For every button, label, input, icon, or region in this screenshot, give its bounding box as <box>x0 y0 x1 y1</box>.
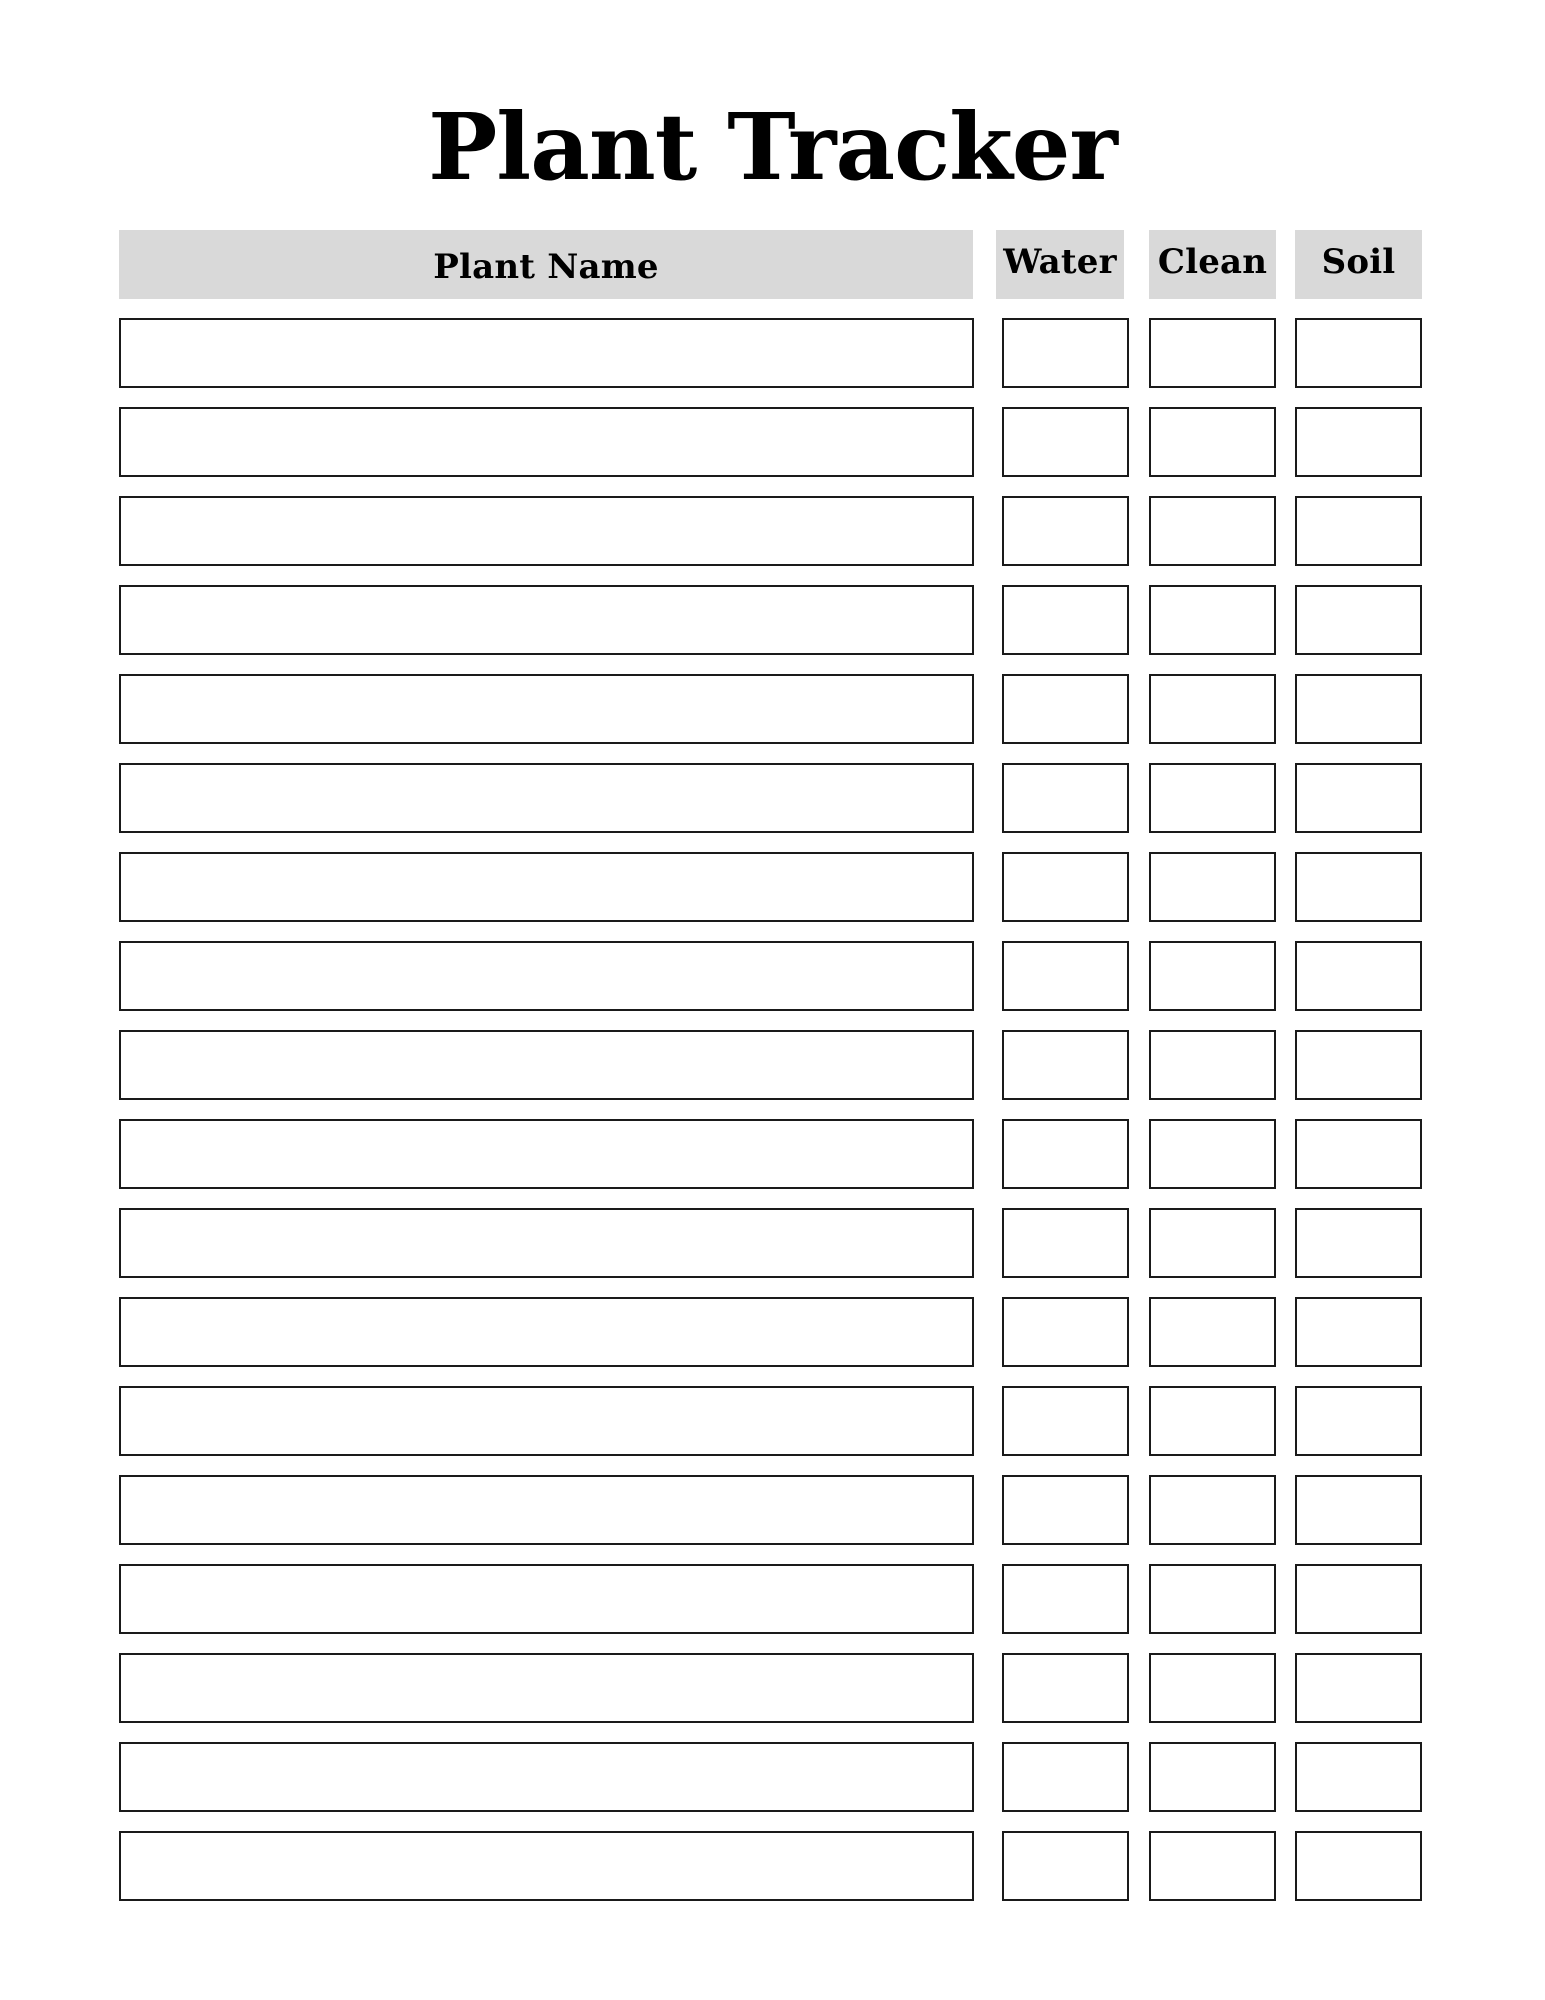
table-row <box>0 1208 1545 1297</box>
clean-checkbox[interactable] <box>1149 1564 1276 1634</box>
table-row <box>0 1297 1545 1386</box>
clean-checkbox[interactable] <box>1149 585 1276 655</box>
water-checkbox[interactable] <box>1002 674 1129 744</box>
plant-name-field[interactable] <box>119 407 974 477</box>
soil-checkbox[interactable] <box>1295 1653 1422 1723</box>
clean-checkbox[interactable] <box>1149 1386 1276 1456</box>
water-checkbox[interactable] <box>1002 852 1129 922</box>
water-checkbox[interactable] <box>1002 941 1129 1011</box>
tracker-table <box>0 318 1545 1920</box>
table-row <box>0 496 1545 585</box>
column-header-soil: Soil <box>1295 230 1422 299</box>
table-row <box>0 318 1545 407</box>
table-row <box>0 852 1545 941</box>
clean-checkbox[interactable] <box>1149 763 1276 833</box>
clean-checkbox[interactable] <box>1149 1297 1276 1367</box>
plant-name-field[interactable] <box>119 1030 974 1100</box>
table-row <box>0 1119 1545 1208</box>
water-checkbox[interactable] <box>1002 1030 1129 1100</box>
water-checkbox[interactable] <box>1002 1742 1129 1812</box>
water-checkbox[interactable] <box>1002 496 1129 566</box>
clean-checkbox[interactable] <box>1149 674 1276 744</box>
table-row <box>0 1564 1545 1653</box>
plant-name-field[interactable] <box>119 1564 974 1634</box>
table-row <box>0 941 1545 1030</box>
water-checkbox[interactable] <box>1002 407 1129 477</box>
plant-name-field[interactable] <box>119 1742 974 1812</box>
clean-checkbox[interactable] <box>1149 318 1276 388</box>
water-checkbox[interactable] <box>1002 1208 1129 1278</box>
table-row <box>0 1386 1545 1475</box>
clean-checkbox[interactable] <box>1149 1208 1276 1278</box>
column-header-plant-name: Plant Name <box>119 230 973 299</box>
plant-name-field[interactable] <box>119 1475 974 1545</box>
clean-checkbox[interactable] <box>1149 407 1276 477</box>
soil-checkbox[interactable] <box>1295 1564 1422 1634</box>
plant-name-field[interactable] <box>119 852 974 922</box>
soil-checkbox[interactable] <box>1295 763 1422 833</box>
soil-checkbox[interactable] <box>1295 1386 1422 1456</box>
water-checkbox[interactable] <box>1002 1297 1129 1367</box>
plant-name-field[interactable] <box>119 496 974 566</box>
table-row <box>0 1831 1545 1920</box>
plant-name-field[interactable] <box>119 585 974 655</box>
soil-checkbox[interactable] <box>1295 496 1422 566</box>
table-row <box>0 585 1545 674</box>
table-row <box>0 674 1545 763</box>
soil-checkbox[interactable] <box>1295 318 1422 388</box>
water-checkbox[interactable] <box>1002 1831 1129 1901</box>
soil-checkbox[interactable] <box>1295 674 1422 744</box>
table-row <box>0 1030 1545 1119</box>
table-row <box>0 763 1545 852</box>
plant-name-field[interactable] <box>119 318 974 388</box>
clean-checkbox[interactable] <box>1149 1119 1276 1189</box>
column-header-water: Water <box>996 230 1124 299</box>
water-checkbox[interactable] <box>1002 1119 1129 1189</box>
page-title: Plant Tracker <box>428 93 1117 201</box>
soil-checkbox[interactable] <box>1295 1208 1422 1278</box>
soil-checkbox[interactable] <box>1295 407 1422 477</box>
soil-checkbox[interactable] <box>1295 1297 1422 1367</box>
plant-name-field[interactable] <box>119 674 974 744</box>
clean-checkbox[interactable] <box>1149 1831 1276 1901</box>
plant-name-field[interactable] <box>119 1386 974 1456</box>
plant-name-field[interactable] <box>119 763 974 833</box>
soil-checkbox[interactable] <box>1295 585 1422 655</box>
column-header-clean: Clean <box>1149 230 1276 299</box>
clean-checkbox[interactable] <box>1149 1030 1276 1100</box>
soil-checkbox[interactable] <box>1295 1119 1422 1189</box>
water-checkbox[interactable] <box>1002 1564 1129 1634</box>
water-checkbox[interactable] <box>1002 318 1129 388</box>
clean-checkbox[interactable] <box>1149 852 1276 922</box>
table-row <box>0 407 1545 496</box>
plant-name-field[interactable] <box>119 1831 974 1901</box>
soil-checkbox[interactable] <box>1295 1742 1422 1812</box>
water-checkbox[interactable] <box>1002 1475 1129 1545</box>
plant-name-field[interactable] <box>119 1119 974 1189</box>
water-checkbox[interactable] <box>1002 1653 1129 1723</box>
soil-checkbox[interactable] <box>1295 941 1422 1011</box>
soil-checkbox[interactable] <box>1295 1475 1422 1545</box>
clean-checkbox[interactable] <box>1149 1742 1276 1812</box>
plant-name-field[interactable] <box>119 1297 974 1367</box>
water-checkbox[interactable] <box>1002 763 1129 833</box>
clean-checkbox[interactable] <box>1149 1653 1276 1723</box>
soil-checkbox[interactable] <box>1295 1831 1422 1901</box>
water-checkbox[interactable] <box>1002 1386 1129 1456</box>
table-row <box>0 1742 1545 1831</box>
plant-name-field[interactable] <box>119 1653 974 1723</box>
table-row <box>0 1653 1545 1742</box>
soil-checkbox[interactable] <box>1295 852 1422 922</box>
water-checkbox[interactable] <box>1002 585 1129 655</box>
plant-name-field[interactable] <box>119 941 974 1011</box>
plant-name-field[interactable] <box>119 1208 974 1278</box>
clean-checkbox[interactable] <box>1149 1475 1276 1545</box>
clean-checkbox[interactable] <box>1149 941 1276 1011</box>
table-row <box>0 1475 1545 1564</box>
clean-checkbox[interactable] <box>1149 496 1276 566</box>
soil-checkbox[interactable] <box>1295 1030 1422 1100</box>
